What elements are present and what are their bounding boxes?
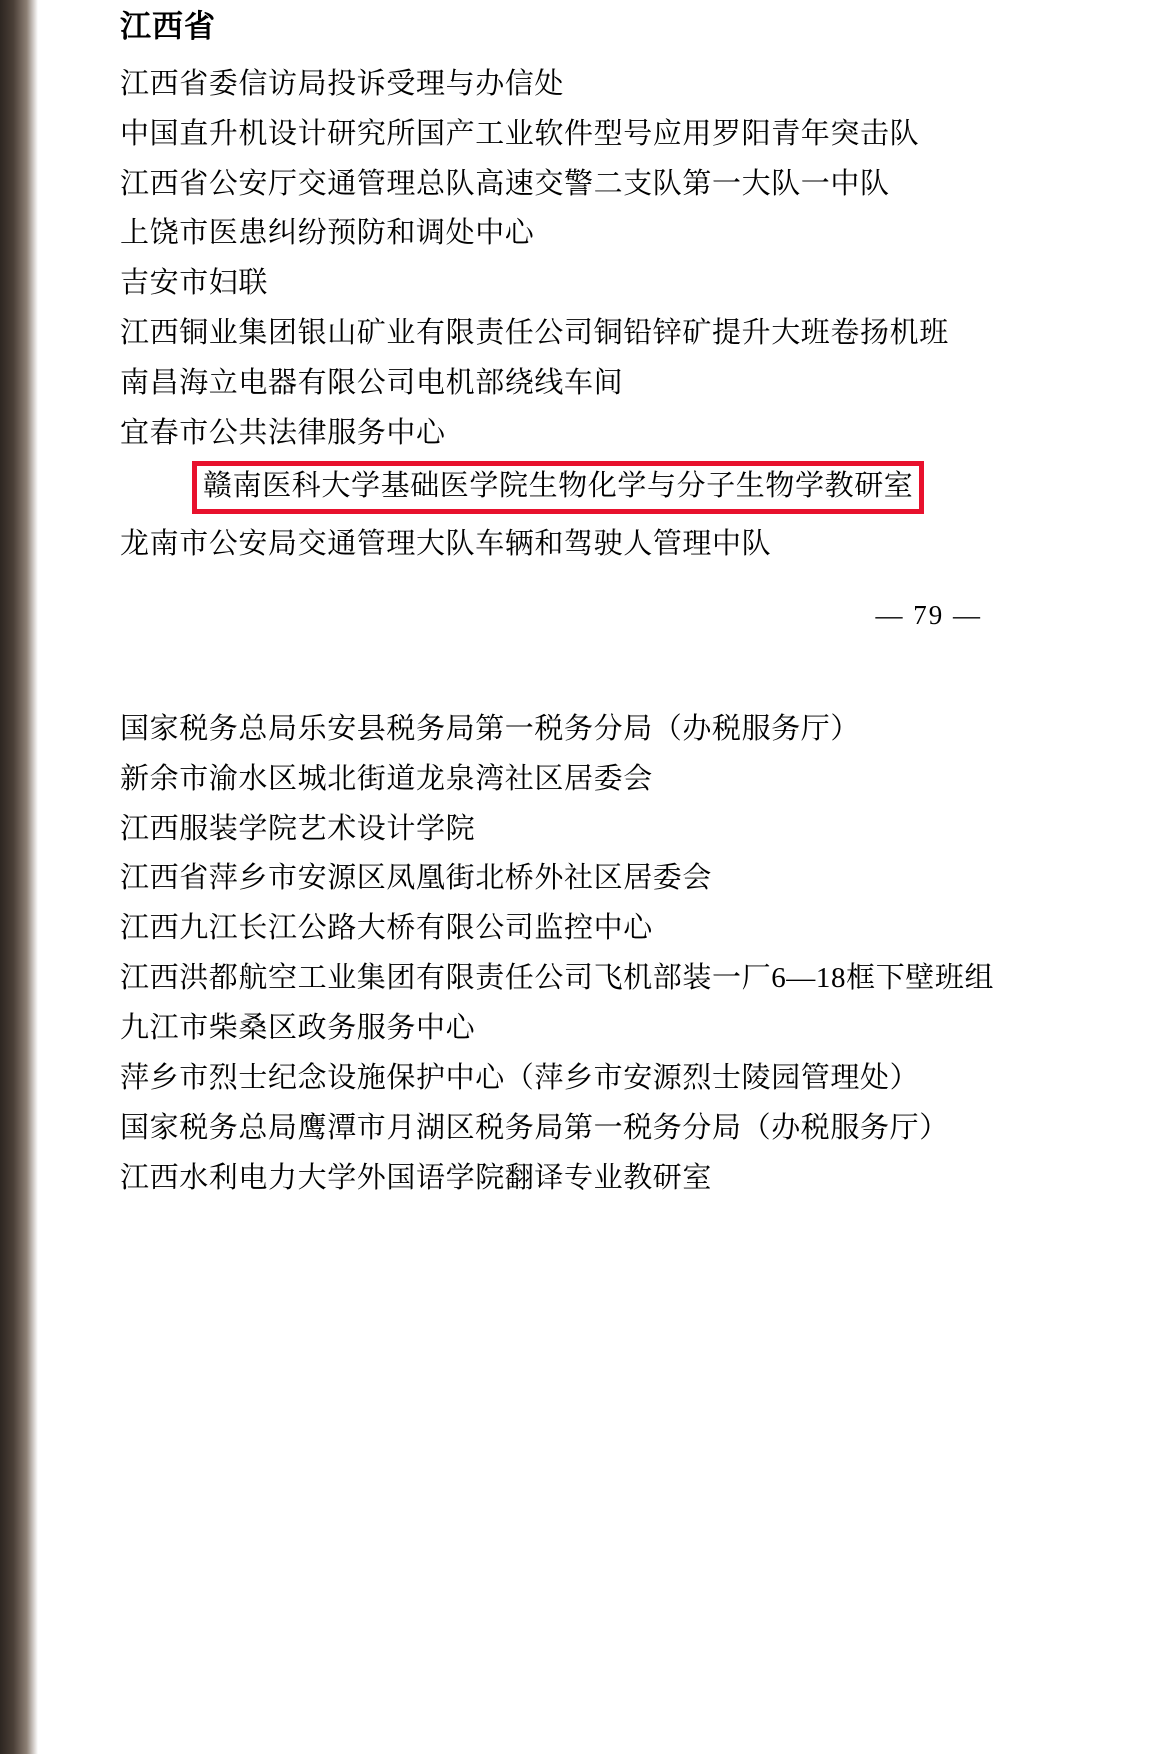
list-item: 江西省萍乡市安源区凤凰街北桥外社区居委会 — [120, 862, 713, 895]
list-item: 新余市渝水区城北街道龙泉湾社区居委会 — [120, 762, 653, 795]
list-item: 南昌海立电器有限公司电机部绕线车间 — [120, 367, 624, 400]
list-item: 江西水利电力大学外国语学院翻译专业教研室 — [120, 1161, 713, 1194]
list-item: 江西洪都航空工业集团有限责任公司飞机部装一厂6—18框下壁班组 — [120, 962, 995, 995]
entry-list-next-page — [120, 705, 1020, 1204]
list-item: 龙南市公安局交通管理大队车辆和驾驶人管理中队 — [120, 527, 772, 560]
list-item: 宜春市公共法律服务中心 — [120, 416, 446, 449]
list-item: 江西省委信访局投诉受理与办信处 — [120, 67, 565, 100]
page-number: — 79 — — [875, 599, 982, 630]
list-item: 江西服装学院艺术设计学院 — [120, 812, 476, 845]
page-edge-shadow — [0, 0, 38, 1754]
entry-list-after-highlight — [120, 520, 1020, 570]
highlighted-list-item-wrapper — [120, 461, 1020, 514]
highlighted-list-item: 赣南医科大学基础医学院生物化学与分子生物学教研室 — [192, 461, 924, 514]
list-item: 江西九江长江公路大桥有限公司监控中心 — [120, 912, 653, 945]
list-item: 国家税务总局乐安县税务局第一税务分局（办税服务厅） — [120, 712, 861, 745]
list-item: 吉安市妇联 — [120, 267, 269, 300]
page-break-gap — [120, 631, 1020, 693]
list-item: 萍乡市烈士纪念设施保护中心（萍乡市安源烈士陵园管理处） — [120, 1061, 920, 1094]
list-item: 江西省公安厅交通管理总队高速交警二支队第一大队一中队 — [120, 167, 890, 200]
list-item: 中国直升机设计研究所国产工业软件型号应用罗阳青年突击队 — [120, 117, 920, 150]
entry-list-top — [120, 60, 1020, 459]
list-item: 上饶市医患纠纷预防和调处中心 — [120, 217, 535, 250]
list-item: 九江市柴桑区政务服务中心 — [120, 1012, 476, 1045]
page-content — [120, 0, 1020, 1754]
section-title: 江西省 — [120, 9, 216, 44]
list-item: 江西铜业集团银山矿业有限责任公司铜铅锌矿提升大班卷扬机班 — [120, 317, 949, 350]
list-item: 国家税务总局鹰潭市月湖区税务局第一税务分局（办税服务厅） — [120, 1111, 949, 1144]
